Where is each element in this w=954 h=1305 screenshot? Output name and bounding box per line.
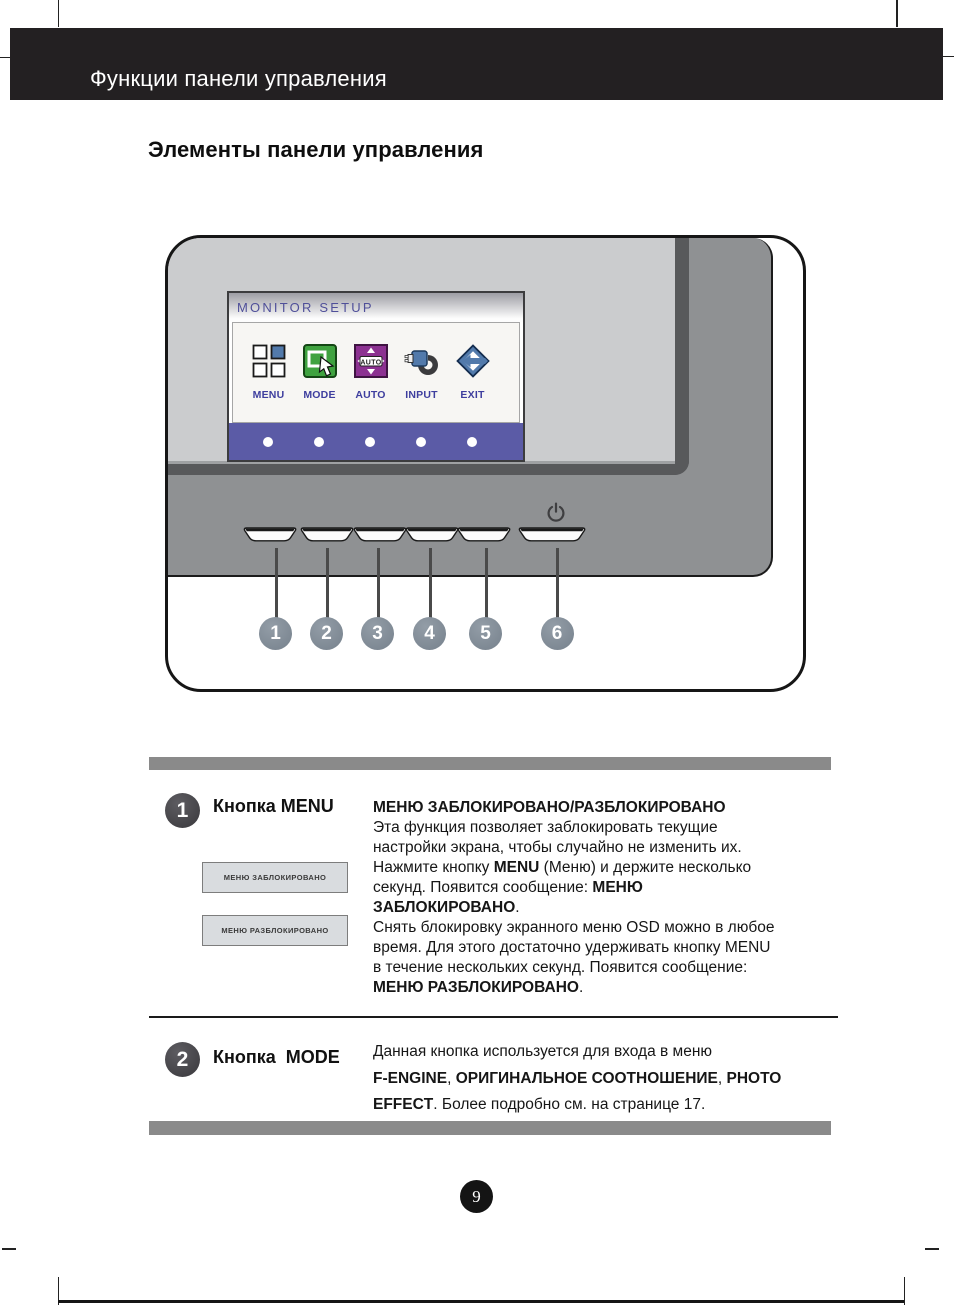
- description-line: МЕНЮ РАЗБЛОКИРОВАНО.: [373, 979, 584, 996]
- description-line: Снять блокировку экранного меню OSD можно в любое: [373, 919, 775, 936]
- auto-adjust-icon: [354, 344, 388, 378]
- section-bar-bottom: [149, 1121, 831, 1135]
- osd-item-exit: [447, 344, 498, 401]
- crop-mark: [58, 0, 60, 27]
- callout-number-1: 1: [259, 617, 292, 650]
- section-title: Элементы панели управления: [148, 137, 484, 162]
- osd-menu: [227, 291, 525, 462]
- description-line: МЕНЮ ЗАБЛОКИРОВАНО/РАЗБЛОКИРОВАНО: [373, 799, 726, 816]
- callout-line: [326, 548, 329, 618]
- row2-description: [373, 1039, 823, 1119]
- callout-number-6: 6: [541, 617, 574, 650]
- osd-item-label: AUTO: [355, 389, 386, 401]
- osd-softkey-dot: [416, 437, 426, 447]
- osd-softkey-dot: [314, 437, 324, 447]
- menu-grid-icon: [252, 344, 286, 378]
- callout-number-4: 4: [413, 617, 446, 650]
- control-key-5: [457, 526, 511, 548]
- osd-message-box: МЕНЮ РАЗБЛОКИРОВАНО: [202, 915, 348, 946]
- osd-item-label: MENU: [252, 389, 285, 401]
- callout-line: [275, 548, 278, 618]
- description-line: F-ENGINE, ОРИГИНАЛЬНОЕ СООТНОШЕНИЕ, PHOTO: [373, 1069, 782, 1087]
- crop-mark: [2, 1248, 16, 1250]
- crop-mark: [943, 56, 954, 58]
- osd-softkey-bar: [229, 423, 523, 460]
- osd-softkey-dot: [467, 437, 477, 447]
- monitor-illustration: [165, 235, 806, 692]
- description-line: Нажмите кнопку MENU (Меню) и держите несколько: [373, 859, 752, 876]
- osd-item-label: EXIT: [460, 389, 485, 401]
- row1-description: [373, 798, 823, 998]
- osd-header: [229, 293, 523, 322]
- page-number: 9: [460, 1180, 493, 1213]
- power-icon: [546, 502, 566, 529]
- osd-items: [243, 344, 498, 401]
- osd-softkey-dot: [263, 437, 273, 447]
- osd-item-input: [396, 344, 447, 401]
- osd-icon-panel: [232, 322, 520, 423]
- exit-arrow-icon: [456, 344, 490, 378]
- description-line: ЗАБЛОКИРОВАНО.: [373, 899, 520, 916]
- osd-title: MONITOR SETUP: [237, 300, 374, 315]
- chapter-title: Функции панели управления: [90, 66, 387, 91]
- description-line: время. Для этого достаточно удерживать кнопку MENU: [373, 939, 771, 956]
- callout-line: [377, 548, 380, 618]
- callout-number-5: 5: [469, 617, 502, 650]
- crop-mark: [896, 0, 898, 27]
- footer-rule: [58, 1300, 904, 1303]
- input-plug-icon: [404, 344, 440, 378]
- callout-badge-1: 1: [165, 793, 200, 828]
- row1-button-label: Кнопка MENU: [213, 796, 334, 816]
- control-key-1: [243, 526, 297, 548]
- callout-number-3: 3: [361, 617, 394, 650]
- chapter-header-bar: [10, 28, 943, 100]
- mode-pointer-icon: [303, 344, 337, 378]
- description-line: EFFECT. Более подробно см. на странице 17.: [373, 1096, 706, 1113]
- control-key-3: [353, 526, 407, 548]
- power-key: [518, 526, 586, 548]
- osd-item-label: INPUT: [405, 389, 438, 401]
- osd-softkey-dot: [365, 437, 375, 447]
- control-key-4: [405, 526, 459, 548]
- callout-line: [556, 548, 559, 618]
- callout-line: [429, 548, 432, 618]
- osd-softkey-dots: [242, 423, 497, 460]
- row-divider: [149, 1016, 838, 1018]
- osd-item-mode: [294, 344, 345, 401]
- control-key-2: [300, 526, 354, 548]
- description-line: настройки экрана, чтобы случайно не изменить их.: [373, 839, 742, 856]
- osd-item-auto: [345, 344, 396, 401]
- description-line: в течение нескольких секунд. Появится сообщение:: [373, 959, 748, 976]
- callout-number-2: 2: [310, 617, 343, 650]
- row2-button-label: Кнопка MODE: [213, 1047, 340, 1067]
- description-line: Эта функция позволяет заблокировать текущие: [373, 819, 718, 836]
- osd-item-label: MODE: [303, 389, 336, 401]
- crop-mark: [925, 1248, 939, 1250]
- osd-item-menu: [243, 344, 294, 401]
- callout-badge-2: 2: [165, 1042, 200, 1077]
- osd-message-box: МЕНЮ ЗАБЛОКИРОВАНО: [202, 862, 348, 893]
- callout-line: [485, 548, 488, 618]
- description-line: Данная кнопка используется для входа в меню: [373, 1043, 713, 1060]
- description-line: секунд. Появится сообщение: МЕНЮ: [373, 879, 643, 896]
- section-bar-top: [149, 757, 831, 770]
- svg-text:AUTO: AUTO: [359, 359, 382, 367]
